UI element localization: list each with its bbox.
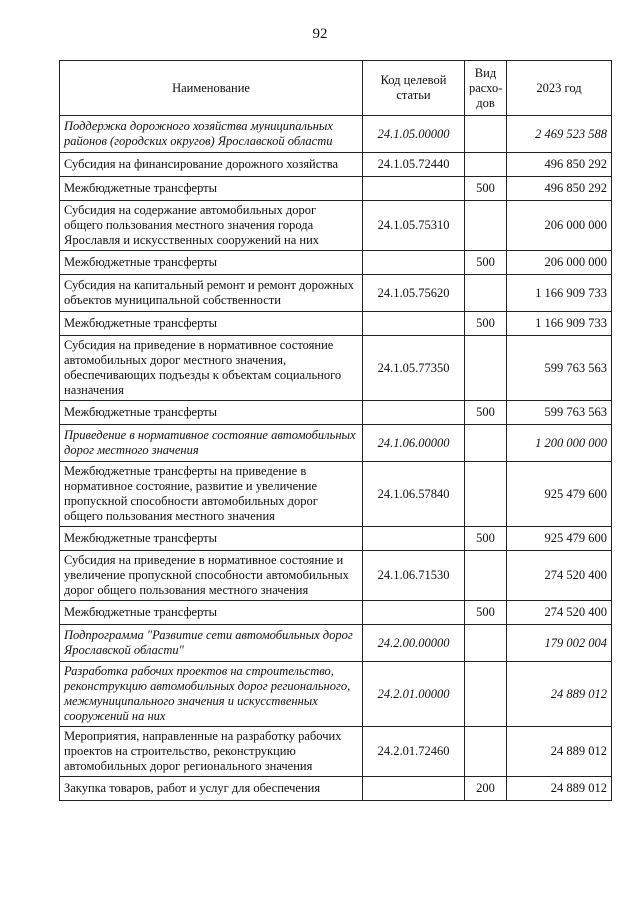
cell-name: Субсидия на содержание автомобильных дорог общего пользования местного значения города Ярославля и искусственных сооружений на них [60, 201, 363, 251]
table-row [60, 777, 612, 801]
cell-code: 24.2.00.00000 [363, 625, 465, 662]
table-row [60, 275, 612, 312]
header-name: Наименование [60, 61, 363, 116]
cell-name: Субсидия на капитальный ремонт и ремонт дорожных объектов муниципальной собственности [60, 275, 363, 312]
cell-amount: 496 850 292 [507, 153, 612, 177]
cell-code: 24.2.01.72460 [363, 727, 465, 777]
cell-vid: 200 [465, 777, 507, 801]
cell-amount: 1 200 000 000 [507, 425, 612, 462]
cell-name: Межбюджетные трансферты [60, 527, 363, 551]
cell-name: Межбюджетные трансферты [60, 312, 363, 336]
cell-name: Приведение в нормативное состояние автомобильных дорог местного значения [60, 425, 363, 462]
table-row [60, 336, 612, 401]
cell-code [363, 777, 465, 801]
cell-vid [465, 336, 507, 401]
table-row [60, 662, 612, 727]
cell-name: Поддержка дорожного хозяйства муниципальных районов (городских округов) Ярославской области [60, 116, 363, 153]
cell-code: 24.1.06.57840 [363, 462, 465, 527]
cell-code [363, 527, 465, 551]
cell-name: Закупка товаров, работ и услуг для обеспечения [60, 777, 363, 801]
cell-name: Мероприятия, направленные на разработку рабочих проектов на строительство, реконструкцию автомобильных дорог регионального значения [60, 727, 363, 777]
cell-amount: 925 479 600 [507, 462, 612, 527]
cell-vid [465, 727, 507, 777]
table-row [60, 153, 612, 177]
table-row [60, 251, 612, 275]
cell-vid [465, 662, 507, 727]
table-row [60, 425, 612, 462]
cell-vid [465, 153, 507, 177]
cell-code [363, 251, 465, 275]
cell-name: Субсидия на финансирование дорожного хозяйства [60, 153, 363, 177]
cell-name: Разработка рабочих проектов на строительство, реконструкцию автомобильных дорог регионального, межмуниципального значения и искусственных сооружений на них [60, 662, 363, 727]
cell-amount: 274 520 400 [507, 601, 612, 625]
table-row [60, 727, 612, 777]
cell-amount: 496 850 292 [507, 177, 612, 201]
table-row [60, 462, 612, 527]
table-row [60, 116, 612, 153]
table-header [60, 61, 612, 116]
cell-code: 24.1.05.75310 [363, 201, 465, 251]
cell-name: Межбюджетные трансферты [60, 601, 363, 625]
cell-vid [465, 275, 507, 312]
cell-amount: 206 000 000 [507, 251, 612, 275]
cell-code: 24.1.05.75620 [363, 275, 465, 312]
cell-amount: 599 763 563 [507, 336, 612, 401]
cell-name: Межбюджетные трансферты [60, 177, 363, 201]
cell-code: 24.1.05.72440 [363, 153, 465, 177]
cell-vid: 500 [465, 601, 507, 625]
cell-amount: 24 889 012 [507, 727, 612, 777]
cell-vid: 500 [465, 251, 507, 275]
cell-code: 24.1.05.00000 [363, 116, 465, 153]
cell-code: 24.2.01.00000 [363, 662, 465, 727]
cell-vid: 500 [465, 527, 507, 551]
table-row [60, 601, 612, 625]
cell-amount: 24 889 012 [507, 777, 612, 801]
header-code: Код целевой статьи [363, 61, 465, 116]
table-row [60, 401, 612, 425]
cell-code: 24.1.06.71530 [363, 551, 465, 601]
cell-amount: 206 000 000 [507, 201, 612, 251]
cell-name: Субсидия на приведение в нормативное состояние и увеличение пропускной способности автомобильных дорог общего пользования местного значения [60, 551, 363, 601]
table-row [60, 177, 612, 201]
cell-amount: 599 763 563 [507, 401, 612, 425]
cell-code: 24.1.06.00000 [363, 425, 465, 462]
table-row [60, 625, 612, 662]
cell-amount: 1 166 909 733 [507, 312, 612, 336]
cell-vid: 500 [465, 312, 507, 336]
cell-code [363, 401, 465, 425]
cell-name: Субсидия на приведение в нормативное состояние автомобильных дорог местного значения, обеспечивающих подъезды к объектам социального назначения [60, 336, 363, 401]
table-row [60, 551, 612, 601]
cell-amount: 1 166 909 733 [507, 275, 612, 312]
page-number: 92 [312, 26, 328, 42]
cell-vid: 500 [465, 401, 507, 425]
cell-code: 24.1.05.77350 [363, 336, 465, 401]
cell-name: Подпрограмма "Развитие сети автомобильных дорог Ярославской области" [60, 625, 363, 662]
cell-code [363, 601, 465, 625]
cell-vid [465, 462, 507, 527]
cell-name: Межбюджетные трансферты [60, 251, 363, 275]
cell-name: Межбюджетные трансферты на приведение в нормативное состояние, развитие и увеличение пропускной способности автомобильных дорог общего пользования местного значения [60, 462, 363, 527]
cell-amount: 274 520 400 [507, 551, 612, 601]
cell-amount: 24 889 012 [507, 662, 612, 727]
cell-name: Межбюджетные трансферты [60, 401, 363, 425]
header-amount: 2023 год [507, 61, 612, 116]
cell-vid [465, 425, 507, 462]
header-vid: Вид расхо-дов [465, 61, 507, 116]
cell-vid [465, 551, 507, 601]
budget-table [59, 60, 612, 801]
cell-amount: 2 469 523 588 [507, 116, 612, 153]
cell-vid: 500 [465, 177, 507, 201]
cell-vid [465, 201, 507, 251]
table-row [60, 201, 612, 251]
table-row [60, 527, 612, 551]
cell-code [363, 312, 465, 336]
cell-code [363, 177, 465, 201]
cell-amount: 179 002 004 [507, 625, 612, 662]
table-body [60, 116, 612, 801]
cell-vid [465, 625, 507, 662]
table-row [60, 312, 612, 336]
cell-amount: 925 479 600 [507, 527, 612, 551]
cell-vid [465, 116, 507, 153]
